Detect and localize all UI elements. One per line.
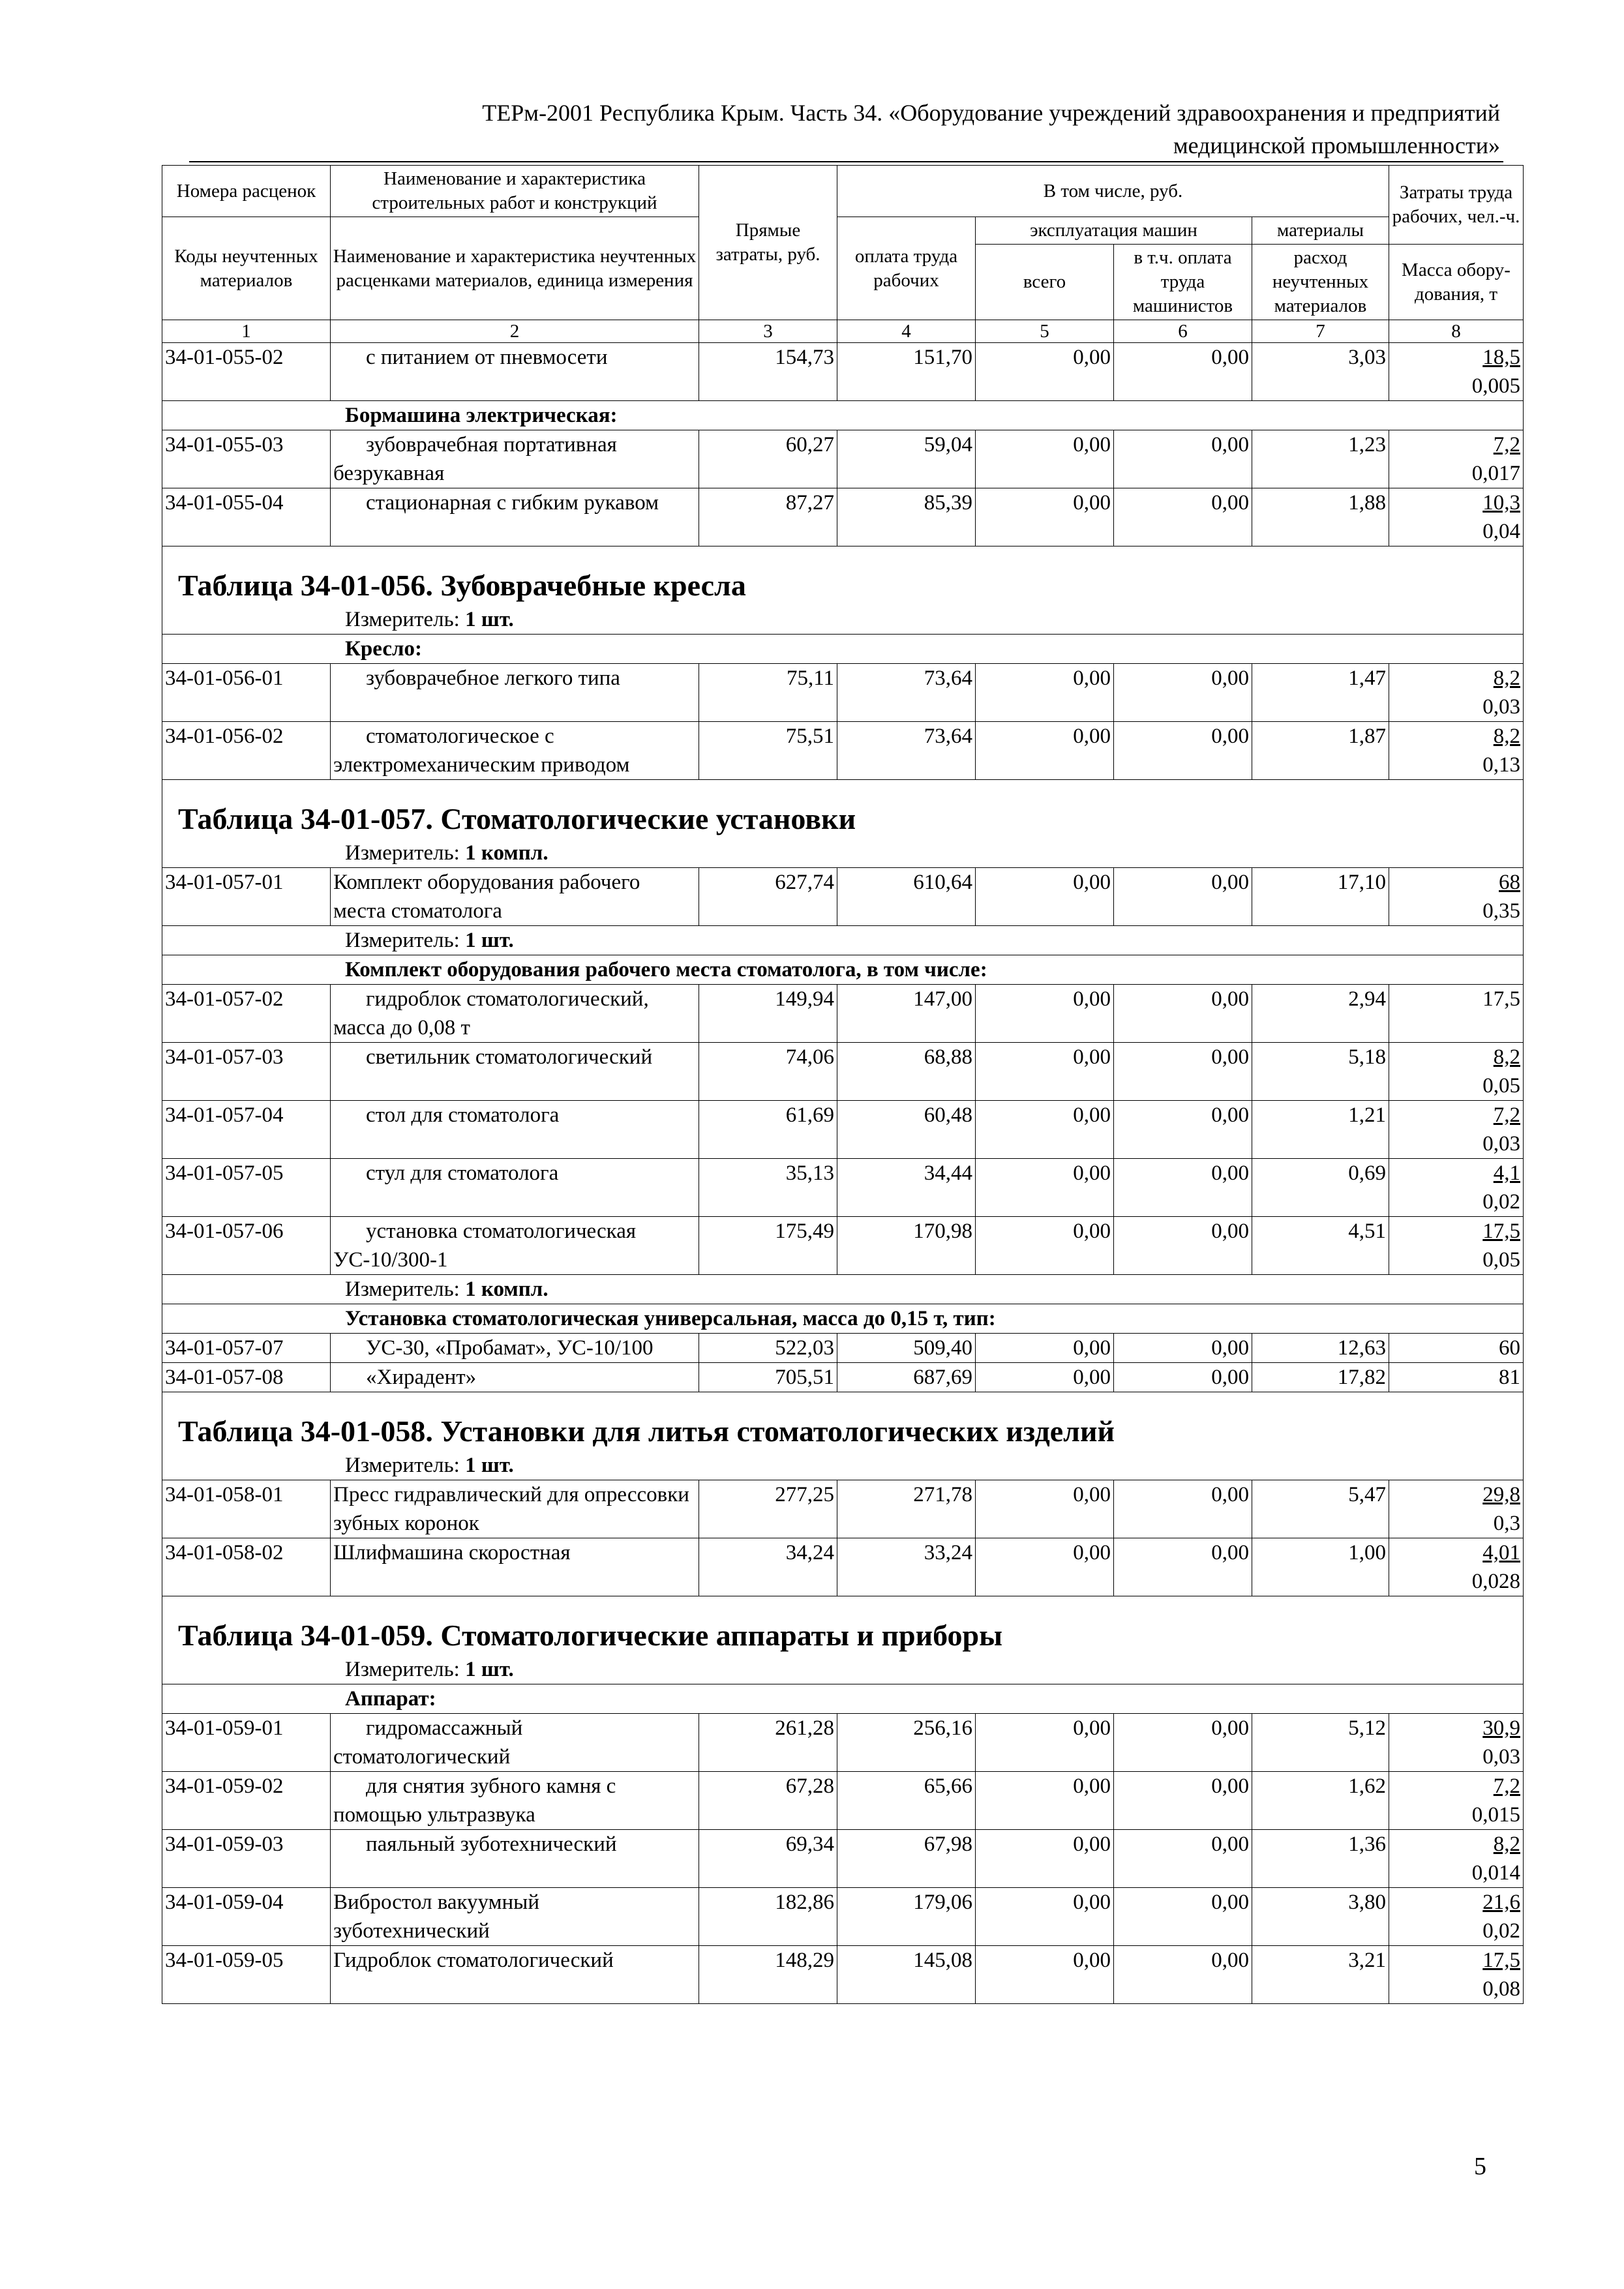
cost-value: 175,49 (699, 1217, 837, 1275)
spacer-row (162, 1392, 1524, 1413)
work-name: Гидроблок стоматологический (331, 1946, 699, 2004)
col-header-materials: материалы (1252, 217, 1389, 245)
labor-value: 29,8 (1482, 1483, 1520, 1506)
cost-value: 85,39 (837, 488, 976, 546)
cost-value: 627,74 (699, 868, 837, 926)
unit-value: 1 шт. (465, 929, 514, 952)
table-title-row (162, 800, 1524, 839)
col-header-labor: Затраты труда рабочих, чел.-ч. (1389, 166, 1524, 245)
cost-value: 0,00 (976, 1217, 1114, 1275)
unit-label: Измеритель: (345, 1658, 460, 1681)
table-title: Таблица 34-01-056. Зубоврачебные кресла (162, 566, 1524, 605)
work-name: зубоврачебное легкого типа (331, 664, 699, 722)
cost-value: 1,47 (1252, 664, 1389, 722)
cost-value: 0,00 (976, 1888, 1114, 1946)
spacer (162, 546, 1524, 567)
cost-value: 0,00 (1114, 1946, 1252, 2004)
rate-code: 34-01-058-02 (162, 1538, 331, 1596)
cost-value: 147,00 (837, 985, 976, 1043)
table-row (162, 985, 1524, 1043)
table-row (162, 1101, 1524, 1159)
cost-value: 509,40 (837, 1334, 976, 1363)
mass-value: 0,03 (1482, 1745, 1520, 1769)
table-row (162, 1363, 1524, 1392)
labor-value: 7,2 (1493, 1103, 1520, 1127)
cost-value: 0,69 (1252, 1159, 1389, 1217)
table-title-row (162, 566, 1524, 605)
group-heading-row (162, 1304, 1524, 1334)
cost-value: 34,44 (837, 1159, 976, 1217)
unit-row (162, 839, 1524, 868)
col-number: 3 (699, 320, 837, 343)
col-header-material-use: расход неучтенных материалов (1252, 245, 1389, 320)
work-name: для снятия зубного камня с помощью ультразвука (331, 1772, 699, 1830)
labor-value: 17,5 (1482, 1219, 1520, 1243)
labor-value: 81 (1499, 1366, 1520, 1389)
work-name: установка стоматологическая УС-10/300-1 (331, 1217, 699, 1275)
mass-value: 0,02 (1482, 1919, 1520, 1943)
rate-code: 34-01-057-06 (162, 1217, 331, 1275)
unit-value: 1 шт. (465, 1454, 514, 1477)
labor-value: 8,2 (1493, 1045, 1520, 1069)
labor-mass-cell (1389, 1946, 1524, 2004)
cost-value: 0,00 (976, 1538, 1114, 1596)
unit-of-measure (162, 1451, 1524, 1480)
cost-value: 5,12 (1252, 1714, 1389, 1772)
mass-value: 0,13 (1482, 753, 1520, 777)
header-rule (189, 161, 1503, 162)
col-number: 7 (1252, 320, 1389, 343)
mass-value: 0,08 (1482, 1977, 1520, 2001)
cost-value: 1,36 (1252, 1830, 1389, 1888)
cost-value: 0,00 (1114, 1714, 1252, 1772)
rate-code: 34-01-057-04 (162, 1101, 331, 1159)
col-header-machines-total: всего (976, 245, 1114, 320)
table-row (162, 1946, 1524, 2004)
cost-value: 0,00 (1114, 868, 1252, 926)
work-name: светильник стоматологический (331, 1043, 699, 1101)
rate-code: 34-01-055-04 (162, 488, 331, 546)
cost-value: 522,03 (699, 1334, 837, 1363)
labor-mass-cell (1389, 1159, 1524, 1217)
mass-value: 0,02 (1482, 1190, 1520, 1214)
mass-value: 0,03 (1482, 695, 1520, 719)
col-header-material-name: Наименование и характеристика неучтенных расценками материалов, единица измерения (331, 217, 699, 320)
table-title-row (162, 1616, 1524, 1655)
work-name: Пресс гидравлический для опрессовки зубных коронок (331, 1480, 699, 1538)
table-row (162, 1714, 1524, 1772)
rate-code: 34-01-059-05 (162, 1946, 331, 2004)
cost-value: 69,34 (699, 1830, 837, 1888)
labor-value: 68 (1499, 871, 1520, 894)
unit-label: Измеритель: (345, 1278, 460, 1301)
table-row (162, 430, 1524, 488)
col-number: 1 (162, 320, 331, 343)
rate-code: 34-01-059-01 (162, 1714, 331, 1772)
mass-value: 0,028 (1471, 1570, 1520, 1593)
cost-value: 68,88 (837, 1043, 976, 1101)
unit-value: 1 компл. (465, 841, 549, 865)
cost-value: 0,00 (976, 1363, 1114, 1392)
cost-value: 35,13 (699, 1159, 837, 1217)
cost-value: 2,94 (1252, 985, 1389, 1043)
cost-value: 0,00 (1114, 1538, 1252, 1596)
mass-value: 0,3 (1493, 1512, 1520, 1535)
labor-value: 8,2 (1493, 725, 1520, 748)
cost-value: 3,03 (1252, 343, 1389, 401)
work-name: стоматологическое с электромеханическим приводом (331, 722, 699, 780)
mass-value: 0,35 (1482, 899, 1520, 923)
unit-of-measure (162, 1275, 1524, 1304)
labor-value: 4,01 (1482, 1541, 1520, 1564)
cost-value: 0,00 (976, 1946, 1114, 2004)
labor-mass-cell (1389, 1101, 1524, 1159)
rate-code: 34-01-057-03 (162, 1043, 331, 1101)
rate-code: 34-01-058-01 (162, 1480, 331, 1538)
cost-value: 1,88 (1252, 488, 1389, 546)
col-number: 6 (1114, 320, 1252, 343)
rate-code: 34-01-057-01 (162, 868, 331, 926)
group-heading-row (162, 1684, 1524, 1714)
col-number: 5 (976, 320, 1114, 343)
work-name: паяльный зуботехнический (331, 1830, 699, 1888)
col-number: 4 (837, 320, 976, 343)
col-header-wages: оплата труда рабочих (837, 217, 976, 320)
work-name: зубоврачебная портативная безрукавная (331, 430, 699, 488)
mass-value: 0,03 (1482, 1132, 1520, 1156)
work-name: «Хирадент» (331, 1363, 699, 1392)
header-line-2: медицинской промышленности» (1173, 132, 1500, 158)
cost-value: 0,00 (976, 1334, 1114, 1363)
labor-value: 7,2 (1493, 433, 1520, 456)
labor-value: 4,1 (1493, 1161, 1520, 1185)
cost-value: 0,00 (976, 868, 1114, 926)
mass-value: 0,005 (1471, 374, 1520, 398)
labor-value: 60 (1499, 1336, 1520, 1360)
cost-value: 0,00 (976, 985, 1114, 1043)
cost-value: 256,16 (837, 1714, 976, 1772)
cost-value: 0,00 (1114, 1217, 1252, 1275)
group-heading: Аппарат: (162, 1684, 1524, 1714)
col-header-machines: эксплуатация машин (976, 217, 1252, 245)
group-heading: Комплект оборудования рабочего места стоматолога, в том числе: (162, 955, 1524, 985)
labor-value: 18,5 (1482, 346, 1520, 369)
cost-value: 0,00 (976, 722, 1114, 780)
labor-mass-cell (1389, 1830, 1524, 1888)
work-name: с питанием от пневмосети (331, 343, 699, 401)
cost-value: 0,00 (976, 1714, 1114, 1772)
table-title: Таблица 34-01-058. Установки для литья стоматологических изделий (162, 1412, 1524, 1451)
table-row (162, 1043, 1524, 1101)
header-line-1: ТЕРм-2001 Республика Крым. Часть 34. «Оборудование учреждений здравоохранения и предприятий (482, 100, 1500, 126)
cost-value: 60,48 (837, 1101, 976, 1159)
table-row (162, 1217, 1524, 1275)
table-row (162, 1538, 1524, 1596)
cost-value: 0,00 (976, 343, 1114, 401)
labor-value: 7,2 (1493, 1774, 1520, 1798)
cost-value: 34,24 (699, 1538, 837, 1596)
table-row (162, 664, 1524, 722)
page-number: 5 (1474, 2153, 1486, 2180)
cost-value: 65,66 (837, 1772, 976, 1830)
work-name: стул для стоматолога (331, 1159, 699, 1217)
cost-value: 67,28 (699, 1772, 837, 1830)
table-row (162, 1159, 1524, 1217)
labor-mass-cell (1389, 1480, 1524, 1538)
cost-value: 5,18 (1252, 1043, 1389, 1101)
cost-value: 170,98 (837, 1217, 976, 1275)
col-header-material-codes: Коды неучтенных материалов (162, 217, 331, 320)
labor-value: 17,5 (1482, 987, 1520, 1011)
cost-value: 277,25 (699, 1480, 837, 1538)
rate-code: 34-01-056-01 (162, 664, 331, 722)
cost-value: 271,78 (837, 1480, 976, 1538)
cost-value: 0,00 (1114, 722, 1252, 780)
table-row (162, 1772, 1524, 1830)
cost-value: 261,28 (699, 1714, 837, 1772)
mass-value: 0,017 (1471, 462, 1520, 485)
cost-value: 3,80 (1252, 1888, 1389, 1946)
table-title-row (162, 1412, 1524, 1451)
cost-value: 0,00 (976, 1159, 1114, 1217)
cost-value: 0,00 (1114, 1159, 1252, 1217)
cost-value: 5,47 (1252, 1480, 1389, 1538)
cost-value: 0,00 (976, 664, 1114, 722)
cost-value: 0,00 (1114, 1480, 1252, 1538)
labor-mass-cell (1389, 1772, 1524, 1830)
work-name: УС-30, «Пробамат», УС-10/100 (331, 1334, 699, 1363)
labor-mass-cell (1389, 985, 1524, 1043)
unit-row (162, 1451, 1524, 1480)
unit-of-measure (162, 926, 1524, 955)
table-row (162, 868, 1524, 926)
cost-value: 0,00 (1114, 985, 1252, 1043)
labor-mass-cell (1389, 430, 1524, 488)
cost-value: 145,08 (837, 1946, 976, 2004)
col-header-mass: Масса обору-дования, т (1389, 245, 1524, 320)
rate-code: 34-01-059-04 (162, 1888, 331, 1946)
cost-value: 1,62 (1252, 1772, 1389, 1830)
cost-value: 0,00 (1114, 1101, 1252, 1159)
mass-value: 0,05 (1482, 1248, 1520, 1272)
col-number: 8 (1389, 320, 1524, 343)
cost-value: 610,64 (837, 868, 976, 926)
cost-value: 179,06 (837, 1888, 976, 1946)
labor-mass-cell (1389, 1363, 1524, 1392)
cost-value: 0,00 (1114, 1363, 1252, 1392)
unit-value: 1 шт. (465, 608, 514, 631)
group-heading: Бормашина электрическая: (162, 401, 1524, 430)
unit-label: Измеритель: (345, 841, 460, 865)
cost-value: 75,11 (699, 664, 837, 722)
mass-value: 0,015 (1471, 1803, 1520, 1827)
work-name: стационарная с гибким рукавом (331, 488, 699, 546)
mass-value: 0,05 (1482, 1074, 1520, 1098)
cost-value: 0,00 (976, 1772, 1114, 1830)
cost-value: 17,82 (1252, 1363, 1389, 1392)
cost-value: 148,29 (699, 1946, 837, 2004)
work-name: Вибростол вакуумный зуботехнический (331, 1888, 699, 1946)
table-row (162, 343, 1524, 401)
spacer-row (162, 546, 1524, 567)
price-table (162, 165, 1524, 2004)
cost-value: 12,63 (1252, 1334, 1389, 1363)
col-header-operator-wages: в т.ч. оплата труда машинистов (1114, 245, 1252, 320)
cost-value: 33,24 (837, 1538, 976, 1596)
col-header-including: В том числе, руб. (837, 166, 1389, 217)
labor-mass-cell (1389, 1334, 1524, 1363)
cost-value: 75,51 (699, 722, 837, 780)
table-row (162, 1334, 1524, 1363)
table-row (162, 1830, 1524, 1888)
cost-value: 17,10 (1252, 868, 1389, 926)
cost-value: 67,98 (837, 1830, 976, 1888)
rate-code: 34-01-056-02 (162, 722, 331, 780)
rate-code: 34-01-057-02 (162, 985, 331, 1043)
col-header-name: Наименование и характеристика строительных работ и конструкций (331, 166, 699, 217)
work-name: гидроблок стоматологический, масса до 0,08 т (331, 985, 699, 1043)
cost-value: 1,21 (1252, 1101, 1389, 1159)
cost-value: 0,00 (976, 1043, 1114, 1101)
work-name: Комплект оборудования рабочего места стоматолога (331, 868, 699, 926)
labor-mass-cell (1389, 1217, 1524, 1275)
cost-value: 0,00 (976, 430, 1114, 488)
labor-mass-cell (1389, 1043, 1524, 1101)
table-row (162, 722, 1524, 780)
cost-value: 4,51 (1252, 1217, 1389, 1275)
labor-mass-cell (1389, 1714, 1524, 1772)
mass-value: 0,014 (1471, 1861, 1520, 1885)
labor-mass-cell (1389, 868, 1524, 926)
cost-value: 74,06 (699, 1043, 837, 1101)
cost-value: 0,00 (1114, 430, 1252, 488)
rate-code: 34-01-057-05 (162, 1159, 331, 1217)
table-row (162, 488, 1524, 546)
col-header-codes: Номера расценок (162, 166, 331, 217)
mass-value: 0,04 (1482, 520, 1520, 543)
spacer (162, 780, 1524, 800)
unit-value: 1 компл. (465, 1278, 549, 1301)
unit-label: Измеритель: (345, 608, 460, 631)
cost-value: 3,21 (1252, 1946, 1389, 2004)
cost-value: 149,94 (699, 985, 837, 1043)
unit-label: Измеритель: (345, 929, 460, 952)
cost-value: 0,00 (1114, 1043, 1252, 1101)
cost-value: 0,00 (1114, 1334, 1252, 1363)
cost-value: 87,27 (699, 488, 837, 546)
cost-value: 1,23 (1252, 430, 1389, 488)
spacer-row (162, 1596, 1524, 1617)
work-name: гидромассажный стоматологический (331, 1714, 699, 1772)
cost-value: 182,86 (699, 1888, 837, 1946)
spacer-row (162, 780, 1524, 800)
group-heading: Установка стоматологическая универсальная, масса до 0,15 т, тип: (162, 1304, 1524, 1334)
work-name: Шлифмашина скоростная (331, 1538, 699, 1596)
unit-value: 1 шт. (465, 1658, 514, 1681)
cost-value: 59,04 (837, 430, 976, 488)
rate-code: 34-01-059-02 (162, 1772, 331, 1830)
cost-value: 73,64 (837, 664, 976, 722)
group-heading-row (162, 401, 1524, 430)
rate-code: 34-01-057-07 (162, 1334, 331, 1363)
col-number: 2 (331, 320, 699, 343)
running-header (196, 97, 1500, 162)
rate-code: 34-01-057-08 (162, 1363, 331, 1392)
labor-value: 21,6 (1482, 1891, 1520, 1914)
labor-mass-cell (1389, 1888, 1524, 1946)
unit-row (162, 1275, 1524, 1304)
cost-value: 0,00 (1114, 1830, 1252, 1888)
labor-value: 17,5 (1482, 1949, 1520, 1972)
cost-value: 0,00 (976, 1101, 1114, 1159)
group-heading-row (162, 955, 1524, 985)
unit-of-measure (162, 1655, 1524, 1684)
table-title: Таблица 34-01-059. Стоматологические аппараты и приборы (162, 1616, 1524, 1655)
rate-code: 34-01-055-03 (162, 430, 331, 488)
work-name: стол для стоматолога (331, 1101, 699, 1159)
unit-label: Измеритель: (345, 1454, 460, 1477)
labor-mass-cell (1389, 343, 1524, 401)
cost-value: 0,00 (976, 1480, 1114, 1538)
cost-value: 0,00 (1114, 1772, 1252, 1830)
cost-value: 0,00 (1114, 664, 1252, 722)
labor-value: 8,2 (1493, 666, 1520, 690)
labor-mass-cell (1389, 1538, 1524, 1596)
labor-value: 30,9 (1482, 1716, 1520, 1740)
cost-value: 0,00 (1114, 343, 1252, 401)
spacer (162, 1596, 1524, 1617)
cost-value: 151,70 (837, 343, 976, 401)
spacer (162, 1392, 1524, 1413)
cost-value: 687,69 (837, 1363, 976, 1392)
unit-row (162, 926, 1524, 955)
rate-code: 34-01-059-03 (162, 1830, 331, 1888)
labor-value: 10,3 (1482, 491, 1520, 515)
cost-value: 60,27 (699, 430, 837, 488)
cost-value: 154,73 (699, 343, 837, 401)
cost-value: 73,64 (837, 722, 976, 780)
unit-of-measure (162, 839, 1524, 868)
table-row (162, 1888, 1524, 1946)
unit-of-measure (162, 605, 1524, 635)
table-row (162, 1480, 1524, 1538)
unit-row (162, 1655, 1524, 1684)
cost-value: 705,51 (699, 1363, 837, 1392)
unit-row (162, 605, 1524, 635)
cost-value: 0,00 (1114, 1888, 1252, 1946)
labor-mass-cell (1389, 664, 1524, 722)
cost-value: 0,00 (976, 1830, 1114, 1888)
cost-value: 1,00 (1252, 1538, 1389, 1596)
group-heading: Кресло: (162, 635, 1524, 664)
labor-mass-cell (1389, 722, 1524, 780)
table-title: Таблица 34-01-057. Стоматологические установки (162, 800, 1524, 839)
rate-code: 34-01-055-02 (162, 343, 331, 401)
group-heading-row (162, 635, 1524, 664)
cost-value: 0,00 (976, 488, 1114, 546)
labor-value: 8,2 (1493, 1833, 1520, 1856)
cost-value: 0,00 (1114, 488, 1252, 546)
col-header-direct: Прямые затраты, руб. (699, 166, 837, 320)
cost-value: 61,69 (699, 1101, 837, 1159)
labor-mass-cell (1389, 488, 1524, 546)
cost-value: 1,87 (1252, 722, 1389, 780)
